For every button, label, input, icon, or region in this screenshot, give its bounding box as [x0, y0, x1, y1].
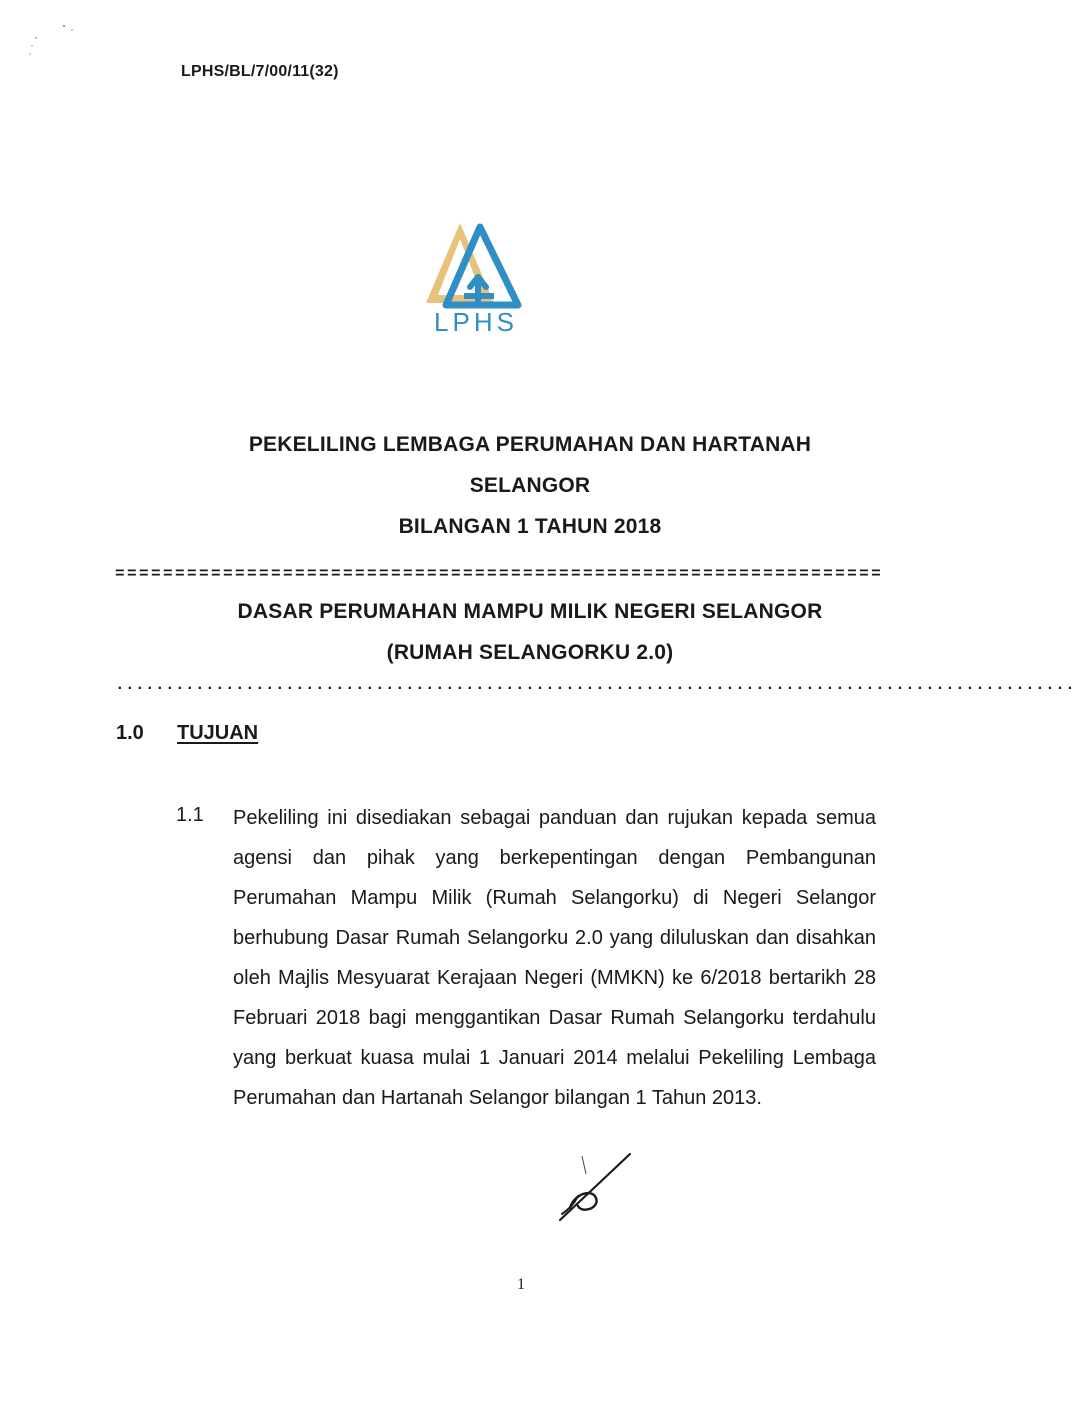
title-line-2: SELANGOR — [469, 474, 591, 497]
title-line-3: BILANGAN 1 TAHUN 2018 — [398, 515, 662, 538]
scan-specks — [22, 18, 82, 63]
lphs-logo — [420, 215, 532, 343]
subtitle-line-1: DASAR PERUMAHAN MAMPU MILIK NEGERI SELANGOR — [237, 600, 823, 623]
separator-bottom: ................................................................................................ — [115, 676, 1075, 694]
initial-signature — [552, 1150, 642, 1225]
reference-number: LPHS/BL/7/00/11(32) — [181, 63, 339, 80]
section-number: 1.0 — [116, 722, 144, 744]
page-number: 1 — [517, 1276, 525, 1293]
separator-top: ================================================================ — [115, 565, 884, 583]
paragraph-number: 1.1 — [176, 804, 204, 826]
logo-text: LPHS — [434, 307, 518, 337]
section-title: TUJUAN — [177, 722, 259, 744]
title-line-1: PEKELILING LEMBAGA PERUMAHAN DAN HARTANAH — [248, 433, 812, 456]
subtitle-line-2: (RUMAH SELANGORKU 2.0) — [386, 641, 674, 664]
paragraph-text: Pekeliling ini disediakan sebagai panduan dan rujukan kepada semua agensi dan pihak yang berkepentingan dengan Pembangunan Perumahan Mampu Milik (Rumah Selangorku) di Negeri Selangor berhubung Dasar Rumah Selangorku 2.0 yang diluluskan dan disahkan oleh Majlis Mesyuarat Kerajaan Negeri (MMKN) ke 6/2018 bertarikh 28 Februari 2018 bagi menggantikan Dasar Rumah Selangorku terdahulu yang berkuat kuasa mulai 1 Januari 2014 melalui Pekeliling Lembaga Perumahan dan Hartanah Selangor bilangan 1 Tahun 2013. — [233, 807, 876, 1109]
house-arrow-icon — [420, 215, 532, 307]
